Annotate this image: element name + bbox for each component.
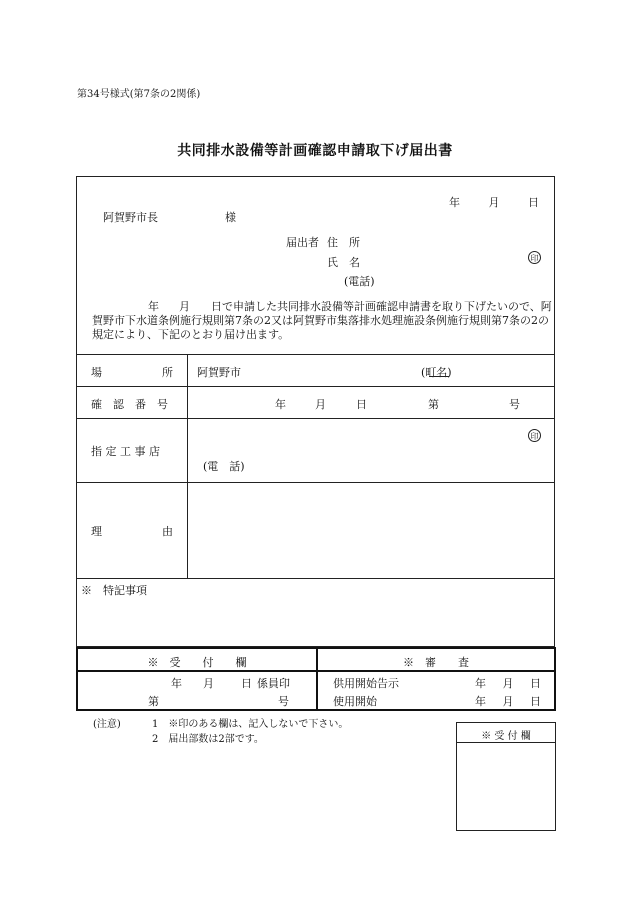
name-label: 氏 名: [327, 256, 360, 269]
body-text-line1: 日で申請した共同排水設備等計画確認申請書を取り下げたいので、阿: [211, 300, 552, 313]
divider: [77, 418, 554, 419]
body-text-line2: 賀野市下水道条例施行規則第7条の2又は阿賀野市集落排水処理施設条例施行規則第7条の2の: [92, 314, 549, 327]
divider: [77, 354, 554, 355]
reception-no-prefix: 第: [148, 695, 159, 708]
reception-year: 年: [171, 677, 182, 690]
document-title: 共同排水設備等計画確認申請取下げ届出書: [177, 143, 453, 159]
reception-month: 月: [203, 677, 214, 690]
notes-label: (注意): [93, 719, 121, 730]
location-value: 阿賀野市: [197, 366, 241, 379]
receipt-box-label: ※ 受 付 欄: [481, 731, 531, 742]
reception-staff-seal: 係員印: [257, 677, 290, 690]
confirm-year: 年: [275, 398, 286, 411]
seal-mark: 印: [528, 251, 541, 264]
contractor-label: 指 定 工 事 店: [91, 445, 160, 458]
special-notes-label: ※ 特記事項: [81, 584, 147, 597]
address-label: 住 所: [327, 236, 360, 249]
confirm-number-label: 確 認 番 号: [91, 398, 168, 411]
year-label: 年: [449, 196, 460, 209]
review-header: ※ 審 査: [403, 656, 469, 669]
body-year: 年: [148, 300, 159, 313]
body-month: 月: [179, 300, 190, 313]
town-label: (町名): [421, 366, 452, 379]
reception-header: ※ 受 付 欄: [147, 656, 247, 669]
service-start-date: 年 月 日: [475, 677, 541, 690]
confirm-day: 日: [356, 398, 367, 411]
service-start-notice-label: 供用開始告示: [333, 677, 399, 690]
location-label: 場 所: [91, 366, 173, 379]
date-line: [449, 194, 539, 210]
note-1: 1 ※印のある欄は、記入しないで下さい。: [152, 719, 349, 730]
reception-no-suffix: 号: [278, 695, 289, 708]
body-text-line3: 規定により、下記のとおり届け出ます。: [92, 328, 290, 341]
notifier-label: 届出者: [286, 236, 319, 249]
reception-table: [76, 647, 556, 711]
usage-start-label: 使用開始: [333, 695, 377, 708]
note-2: 2 届出部数は2部です。: [152, 734, 264, 745]
reason-label: 理 由: [91, 525, 173, 538]
phone-label: (電話): [344, 275, 375, 288]
honorific: 様: [225, 211, 236, 224]
divider: [77, 482, 554, 483]
receipt-stamp-box: [456, 722, 556, 831]
confirm-no-suffix: 号: [509, 398, 520, 411]
contractor-seal-mark: 印: [528, 429, 541, 442]
main-form-frame: [76, 176, 555, 647]
confirm-no-prefix: 第: [428, 398, 439, 411]
contractor-phone-label: (電 話): [203, 460, 245, 473]
usage-start-date: 年 月 日: [475, 695, 541, 708]
day-label: 日: [528, 196, 539, 209]
town-underline: [429, 376, 449, 377]
column-divider: [187, 354, 188, 578]
reception-day: 日: [241, 677, 252, 690]
month-label: 月: [488, 196, 500, 209]
divider: [457, 742, 555, 743]
confirm-month: 月: [315, 398, 326, 411]
form-number: 第34号様式(第7条の2関係): [77, 89, 201, 100]
reception-divider: [78, 670, 554, 672]
divider: [77, 386, 554, 387]
addressee: 阿賀野市長: [103, 211, 158, 224]
divider: [77, 578, 554, 579]
